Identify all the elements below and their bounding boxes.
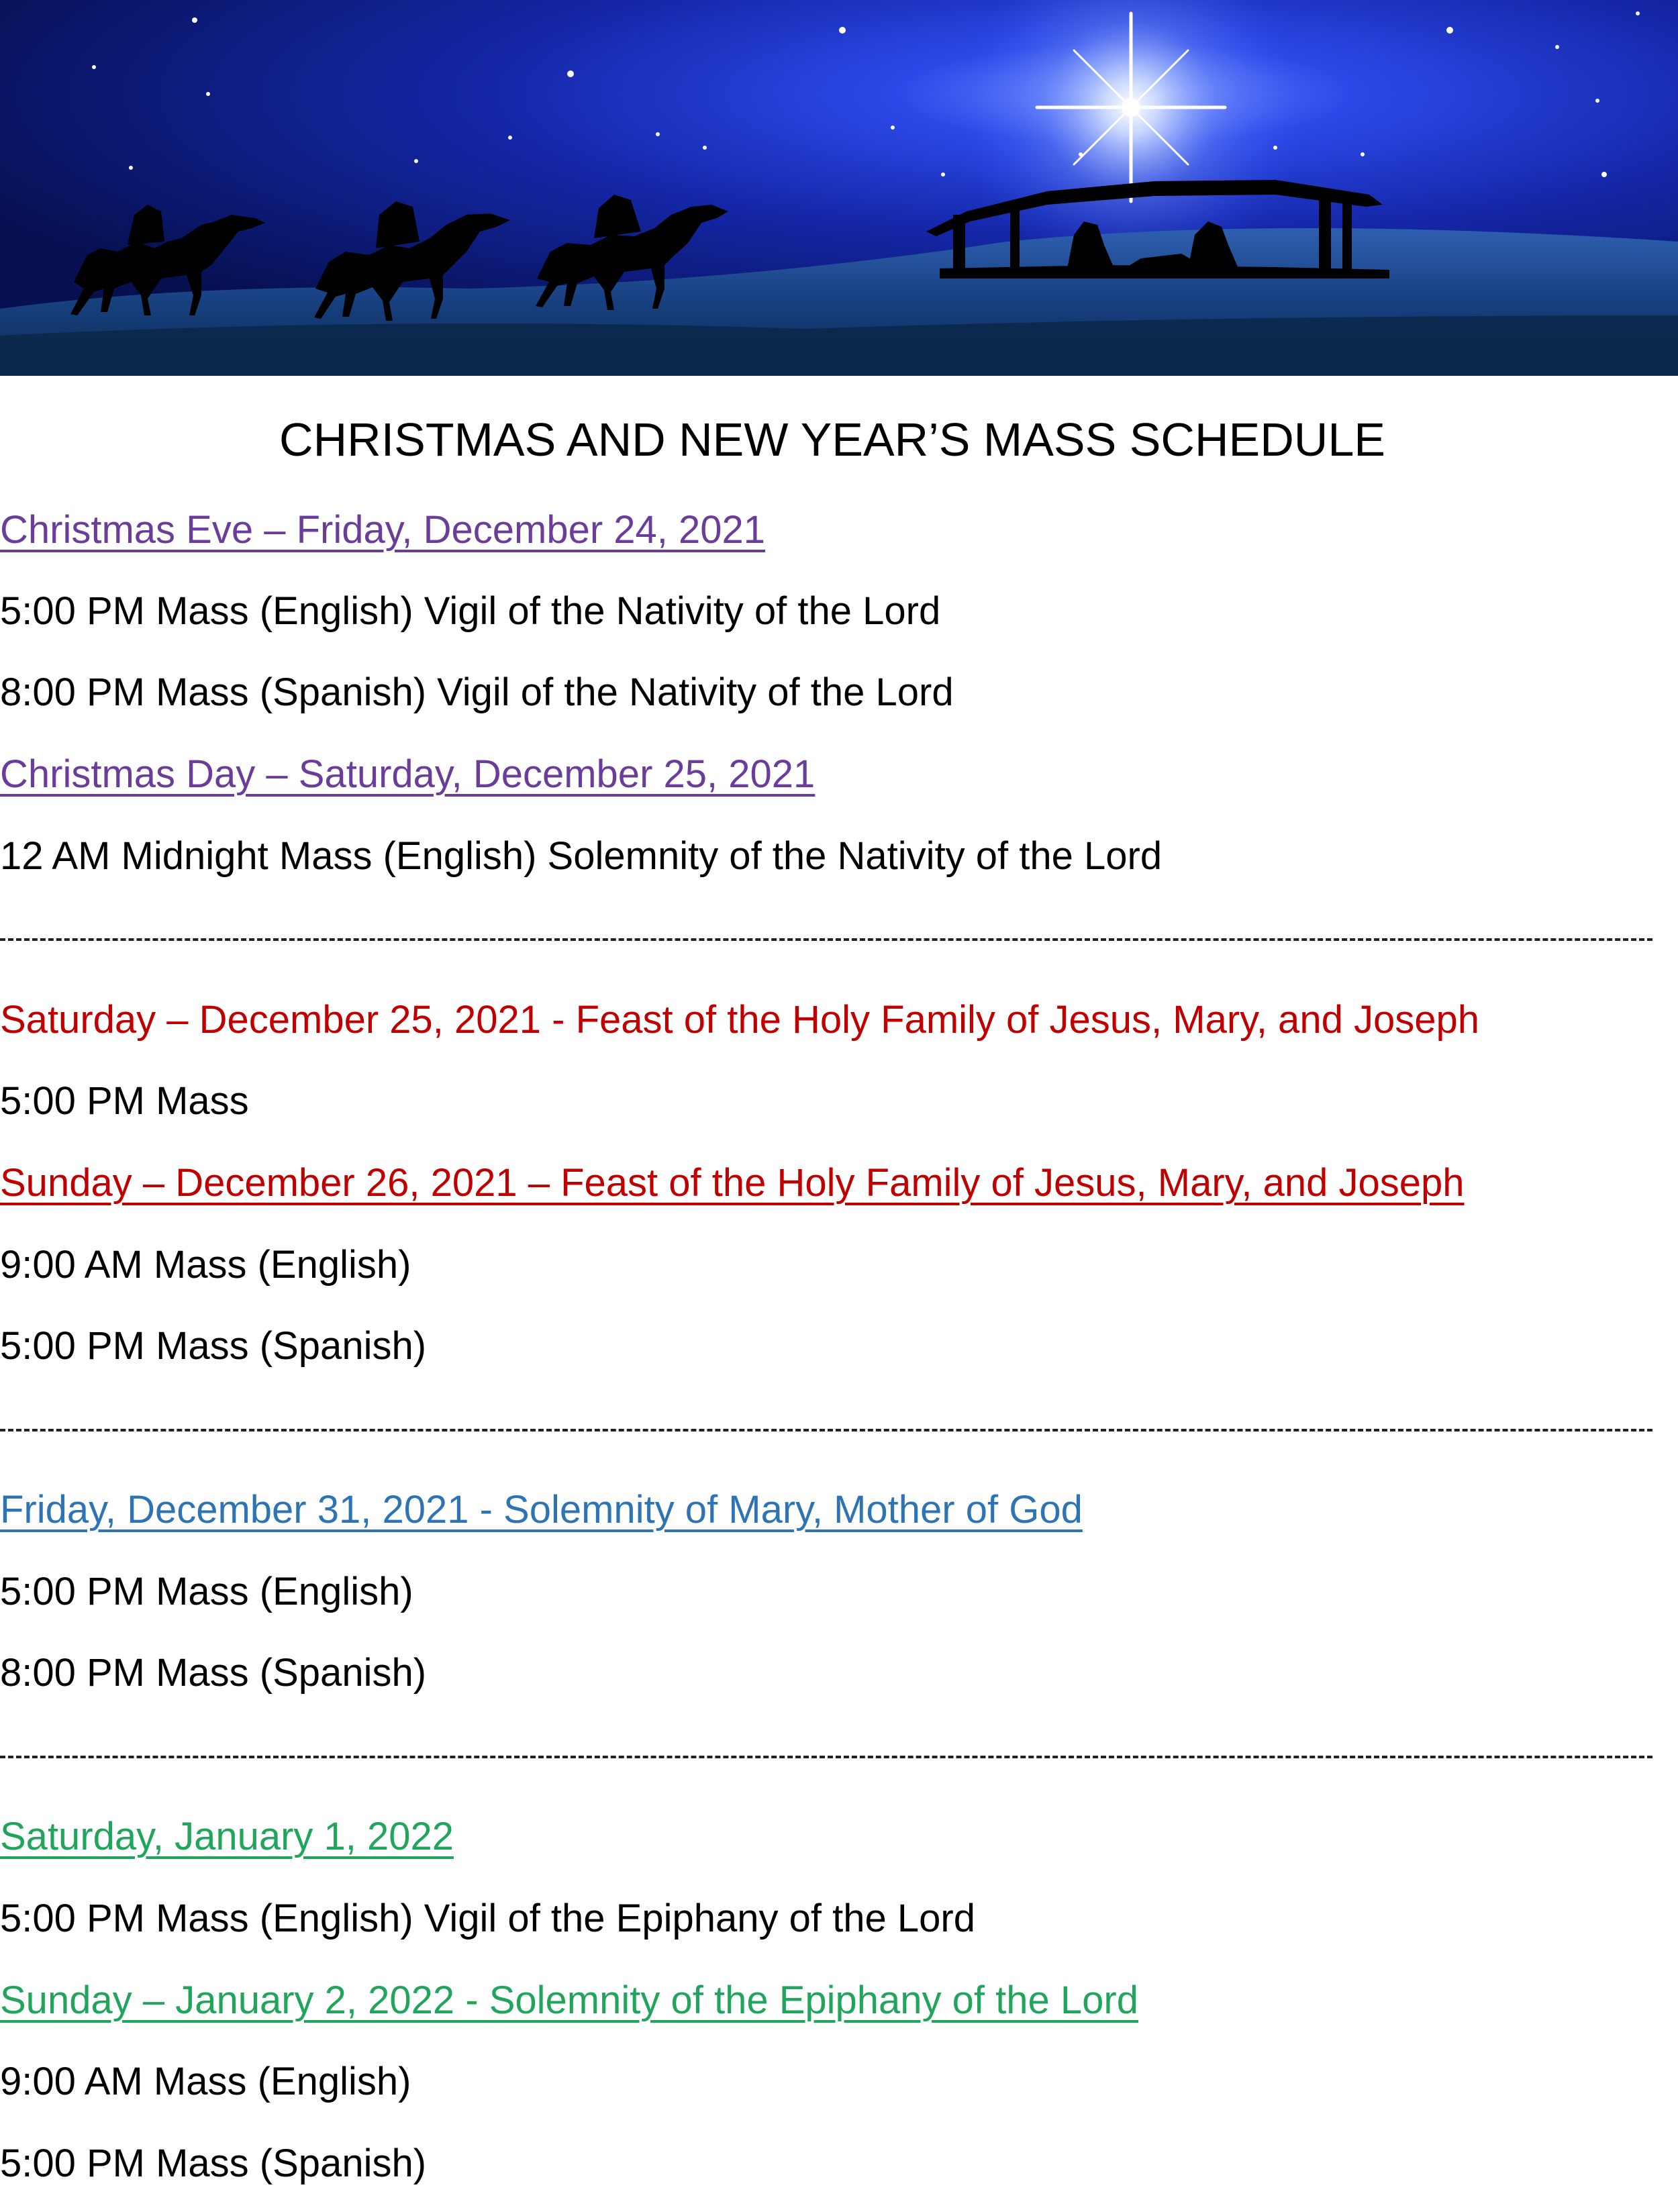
section-heading-january-1: Saturday, January 1, 2022 bbox=[0, 1815, 454, 1858]
dashed-separator bbox=[0, 1756, 1652, 1758]
section-heading-holy-family-saturday: Saturday – December 25, 2021 - Feast of the Holy Family of Jesus, Mary, and Joseph bbox=[0, 998, 1479, 1042]
section-heading-holy-family-sunday: Sunday – December 26, 2021 – Feast of the Holy Family of Jesus, Mary, and Joseph bbox=[0, 1161, 1465, 1205]
mass-line: 8:00 PM Mass (Spanish) bbox=[0, 1651, 427, 1695]
nativity-banner-image bbox=[0, 0, 1678, 376]
mass-line: 8:00 PM Mass (Spanish) Vigil of the Nativity of the Lord bbox=[0, 670, 954, 714]
page-title: CHRISTMAS AND NEW YEAR’S MASS SCHEDULE bbox=[279, 413, 1385, 466]
section-heading-christmas-eve: Christmas Eve – Friday, December 24, 2021 bbox=[0, 508, 766, 552]
mass-line: 5:00 PM Mass (English) Vigil of the Epiphany of the Lord bbox=[0, 1897, 975, 1940]
section-heading-solemnity-of-mary: Friday, December 31, 2021 - Solemnity of Mary, Mother of God bbox=[0, 1488, 1083, 1531]
mass-line: 5:00 PM Mass (Spanish) bbox=[0, 1324, 427, 1368]
dashed-separator bbox=[0, 1429, 1652, 1431]
section-heading-epiphany: Sunday – January 2, 2022 - Solemnity of the Epiphany of the Lord bbox=[0, 1978, 1138, 2022]
mass-line: 5:00 PM Mass (Spanish) bbox=[0, 2142, 427, 2185]
mass-line: 5:00 PM Mass (English) bbox=[0, 1570, 413, 1613]
mass-line: 9:00 AM Mass (English) bbox=[0, 2060, 411, 2103]
dashed-separator bbox=[0, 938, 1652, 941]
mass-line: 9:00 AM Mass (English) bbox=[0, 1243, 411, 1287]
mass-line: 12 AM Midnight Mass (English) Solemnity of the Nativity of the Lord bbox=[0, 834, 1163, 878]
section-heading-christmas-day: Christmas Day – Saturday, December 25, 2021 bbox=[0, 752, 816, 796]
mass-line: 5:00 PM Mass bbox=[0, 1079, 249, 1123]
mass-line: 5:00 PM Mass (English) Vigil of the Nativity of the Lord bbox=[0, 589, 941, 633]
